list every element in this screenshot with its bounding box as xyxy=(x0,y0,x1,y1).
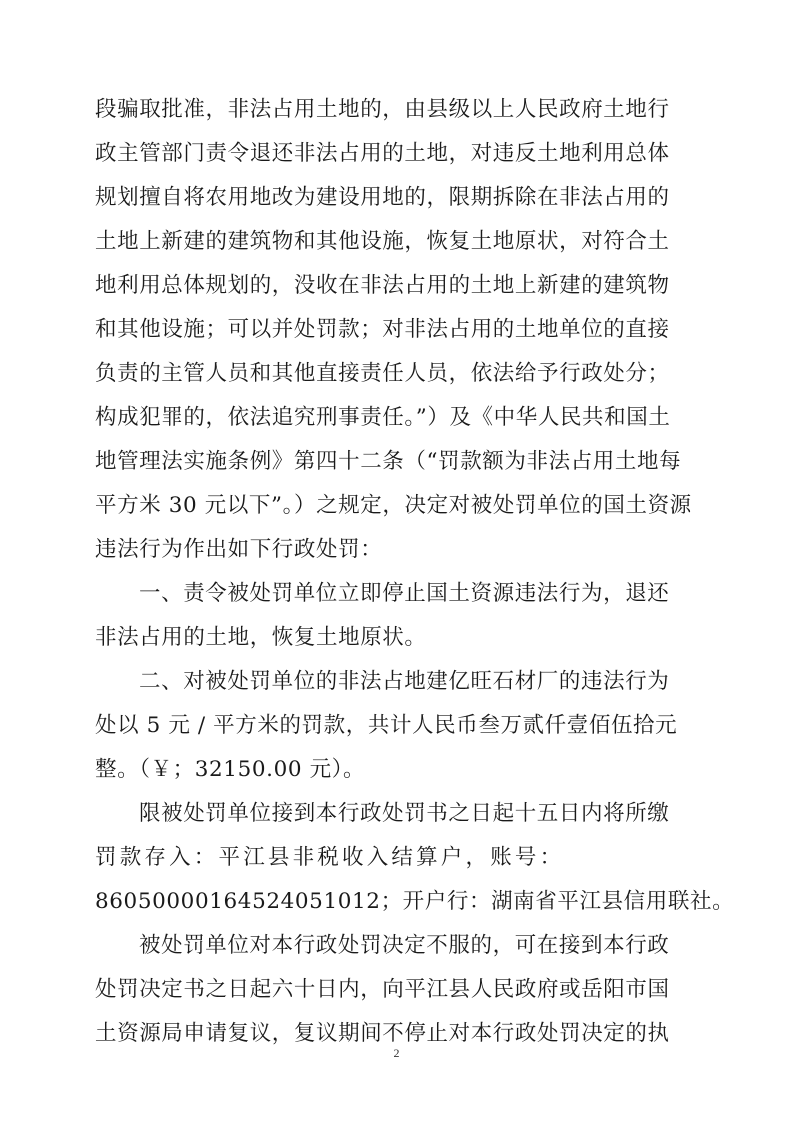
text-line: 平方米 30 元以下”。）之规定，决定对被处罚单位的国土资源 xyxy=(95,493,692,518)
page-number: 2 xyxy=(393,1046,400,1060)
text-line: 土资源局申请复议，复议期间不停止对本行政处罚决定的执 xyxy=(95,1021,670,1046)
text-line: 地管理法实施条例》第四十二条（“罚款额为非法占用土地每 xyxy=(95,449,682,474)
text-line: 负责的主管人员和其他直接责任人员，依法给予行政处分； xyxy=(95,361,670,386)
text-line: 违法行为作出如下行政处罚： xyxy=(95,537,383,562)
text-line: 规划擅自将农用地改为建设用地的，限期拆除在非法占用的 xyxy=(95,185,670,210)
text-line: 地利用总体规划的，没收在非法占用的土地上新建的建筑物 xyxy=(95,273,670,298)
text-line: 整。（￥；32150.00 元）。 xyxy=(95,757,366,782)
text-line: 罚款存入：平江县非税收入结算户，账号： xyxy=(95,845,565,870)
text-line: 86050000164524051012；开户行：湖南省平江县信用联社。 xyxy=(95,889,735,914)
text-line: 土地上新建的建筑物和其他设施，恢复土地原状，对符合土 xyxy=(95,229,670,254)
text-line: 处以 5 元 / 平方米的罚款，共计人民币叁万贰仟壹佰伍拾元 xyxy=(95,713,678,738)
text-line: 处罚决定书之日起六十日内，向平江县人民政府或岳阳市国 xyxy=(95,977,670,1002)
text-line: 和其他设施；可以并处罚款；对非法占用的土地单位的直接 xyxy=(95,317,670,342)
text-line: 二、对被处罚单位的非法占地建亿旺石材厂的违法行为 xyxy=(139,669,670,694)
text-line: 非法占用的土地，恢复土地原状。 xyxy=(95,625,427,650)
text-line: 段骗取批准，非法占用土地的，由县级以上人民政府土地行 xyxy=(95,97,670,122)
text-line: 构成犯罪的，依法追究刑事责任。”）及《中华人民共和国土 xyxy=(95,405,671,430)
text-line: 限被处罚单位接到本行政处罚书之日起十五日内将所缴 xyxy=(139,801,670,826)
text-line: 被处罚单位对本行政处罚决定不服的，可在接到本行政 xyxy=(139,933,670,958)
text-line: 政主管部门责令退还非法占用的土地，对违反土地利用总体 xyxy=(95,141,670,166)
text-line: 一、责令被处罚单位立即停止国土资源违法行为，退还 xyxy=(139,581,670,606)
